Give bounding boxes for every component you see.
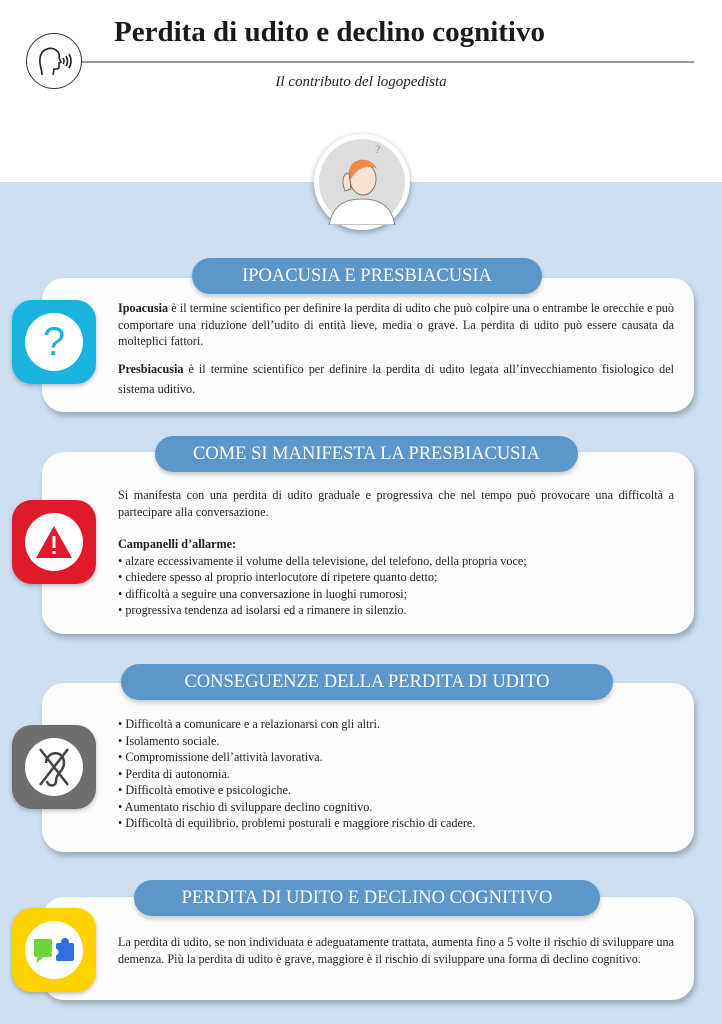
section-heading: PERDITA DI UDITO E DECLINO COGNITIVO	[134, 880, 600, 916]
list-item: • Compromissione dell’attività lavorativa.	[118, 749, 674, 766]
definition: è il termine scientifico per definire la perdita di udito che può colpire una o entrambe le orecchie e può comportare una riduzione dell’udito di entità lieve, media o grave. La perdita di udito può essere causata da molteplici fattori.	[118, 301, 674, 348]
section-heading: COME SI MANIFESTA LA PRESBIACUSIA	[155, 436, 578, 472]
term: Presbiacusia	[118, 361, 184, 376]
section-heading: CONSEGUENZE DELLA PERDITA DI UDITO	[121, 664, 613, 700]
list-item: • difficoltà a seguire una conversazione in luoghi rumorosi;	[118, 586, 674, 603]
list-item: • chiedere spesso al proprio interlocutore di ripetere quanto detto;	[118, 569, 674, 586]
person-listening-illustration	[314, 134, 410, 230]
definition: è il termine scientifico per definire la perdita di udito legata all’invecchiamento fisiologico del sistema uditivo.	[118, 361, 674, 396]
term: Ipoacusia	[118, 301, 169, 315]
list-item: • Aumentato rischio di sviluppare declino cognitivo.	[118, 799, 674, 816]
section-text	[118, 300, 674, 408]
ear-crossed-icon	[12, 725, 96, 809]
question-icon: ?	[12, 300, 96, 384]
warning-icon	[12, 500, 96, 584]
list-item: • Perdita di autonomia.	[118, 766, 674, 783]
section-text	[118, 716, 674, 832]
intro-text: Si manifesta con una perdita di udito graduale e progressiva che nel tempo può provocare una difficoltà a partecipare alla conversazione.	[118, 488, 674, 519]
list-item: • Difficoltà di equilibrio, problemi posturali e maggiore rischio di cadere.	[118, 815, 674, 832]
list-item: • Isolamento sociale.	[118, 733, 674, 750]
list-item: • progressiva tendenza ad isolarsi ed a rimanere in silenzio.	[118, 602, 674, 619]
list-item: • Difficoltà a comunicare e a relazionarsi con gli altri.	[118, 716, 674, 733]
list-title: Campanelli d’allarme:	[118, 537, 237, 551]
list-item: • Difficoltà emotive e psicologiche.	[118, 782, 674, 799]
section-heading: IPOACUSIA E PRESBIACUSIA	[192, 258, 542, 294]
svg-text:?: ?	[375, 145, 381, 156]
list-item: • alzare eccessivamente il volume della televisione, del telefono, della propria voce;	[118, 553, 674, 570]
page-subtitle: Il contributo del logopedista	[275, 74, 447, 90]
title-divider	[82, 61, 694, 63]
page-title: Perdita di udito e declino cognitivo	[114, 16, 545, 48]
section-text: La perdita di udito, se non individuata e adeguatamente trattata, aumenta fino a 5 volte il rischio di sviluppare una demenza. Più la perdita di udito è grave, maggiore è il rischio di sviluppare una forma di declino cognitivo.	[118, 935, 674, 966]
section-text	[118, 487, 674, 619]
puzzle-icon	[12, 908, 96, 992]
